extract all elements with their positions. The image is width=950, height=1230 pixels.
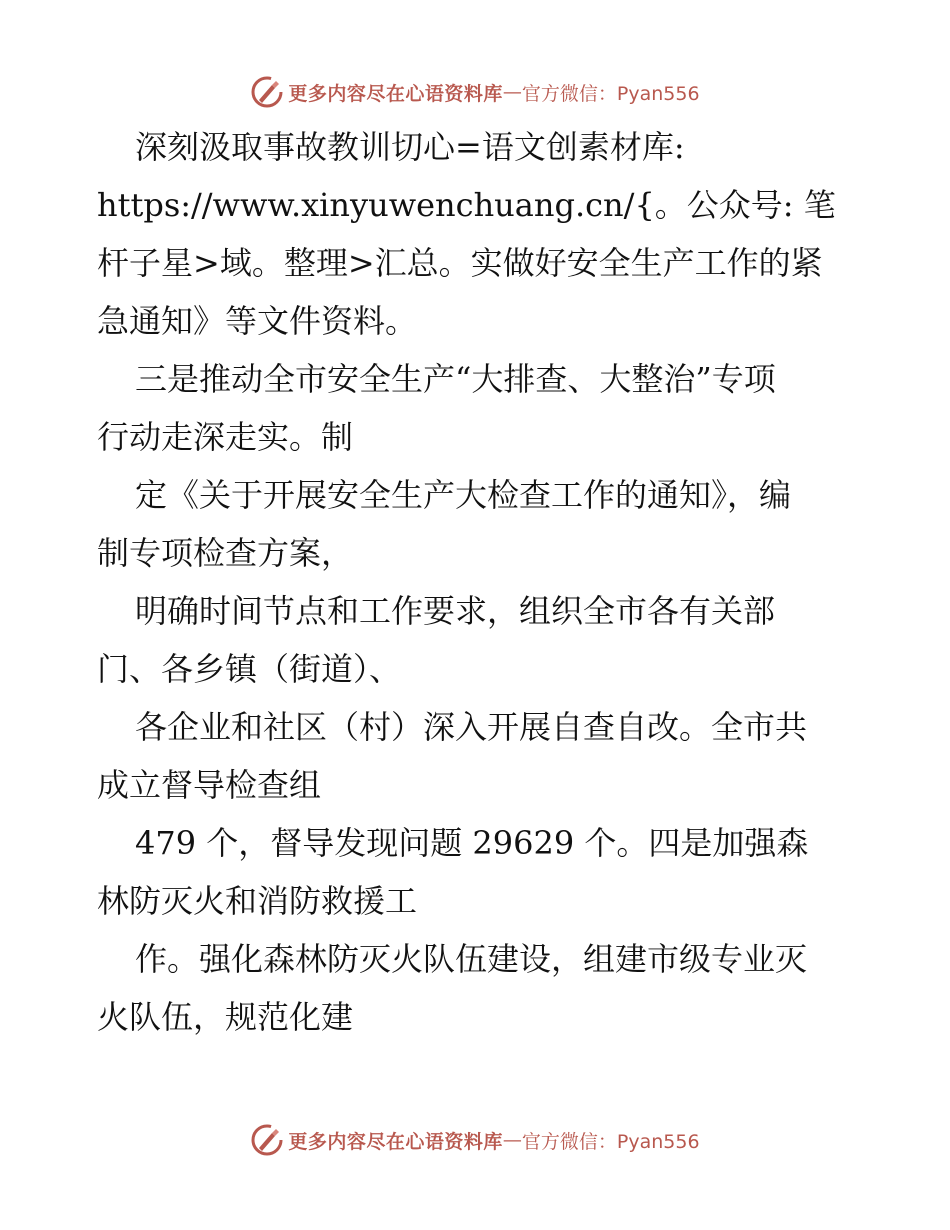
body-line: 林防灭火和消防救援工 (97, 882, 418, 920)
header-watermark (0, 72, 950, 112)
body-line: 制专项检查方案， (97, 534, 354, 572)
watermark-main-text: 更多内容尽在心语资料库 (288, 82, 503, 105)
body-line: 急通知》等文件资料。 (97, 302, 418, 340)
body-line: 479 个，督导发现问题 29629 个。四是加强森 (135, 824, 809, 862)
body-line: 火队伍，规范化建 (97, 998, 354, 1036)
body-line: 门、各乡镇（街道）、 (97, 650, 402, 688)
watermark-separator: — (502, 81, 522, 103)
body-line: 成立督导检查组 (97, 766, 322, 804)
body-line: 深刻汲取事故教训切心=语文创素材库: (135, 128, 685, 166)
pen-logo-icon (250, 75, 284, 109)
body-line: 三是推动全市安全生产“大排查、大整治”专项 (135, 360, 776, 398)
body-line: 定《关于开展安全生产大检查工作的通知》，编 (135, 476, 792, 514)
body-line: 杆子星>域。整理>汇总。实做好安全生产工作的紧 (97, 244, 823, 282)
body-line: 各企业和社区（村）深入开展自查自改。全市共 (135, 708, 808, 746)
watermark-main-text: 更多内容尽在心语资料库 (288, 1130, 503, 1153)
watermark-wechat-text: 官方微信：Pyan556 (521, 82, 700, 105)
footer-watermark (0, 1120, 950, 1160)
watermark-separator: — (502, 1129, 522, 1151)
body-line: https://www.xinyuwenchuang.cn/{。公众号: 笔 (97, 186, 836, 224)
body-line: 行动走深走实。制 (97, 418, 354, 456)
watermark-wechat-text: 官方微信：Pyan556 (521, 1130, 700, 1153)
document-body (97, 118, 857, 1046)
pen-logo-icon (250, 1123, 284, 1157)
body-line: 明确时间节点和工作要求，组织全市各有关部 (135, 592, 776, 630)
body-line: 作。强化森林防灭火队伍建设，组建市级专业灭 (135, 940, 808, 978)
